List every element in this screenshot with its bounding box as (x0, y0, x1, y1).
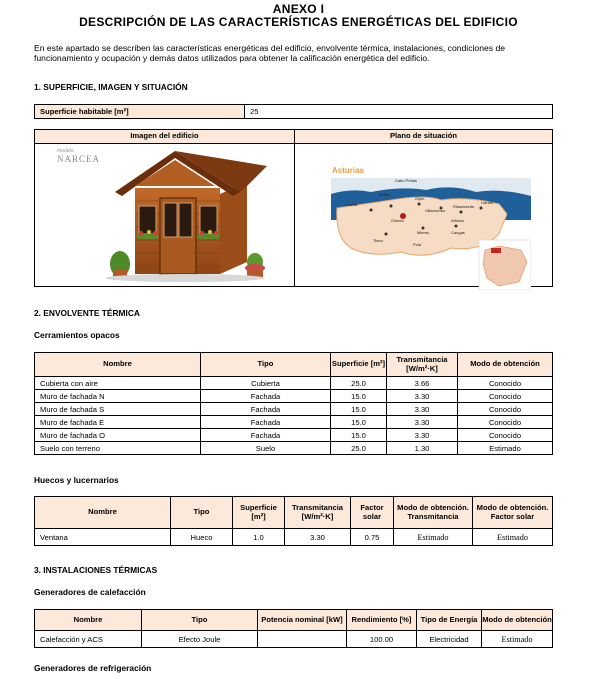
svg-text:Avilés: Avilés (379, 192, 390, 197)
cell-power (258, 631, 347, 648)
annex-title: ANEXO I (272, 2, 325, 16)
opaque-heading: Cerramientos opacos (34, 330, 120, 340)
cell-transmittance: 3.30 (387, 403, 458, 416)
image-header: Imagen del edificio (35, 130, 295, 144)
section2-heading: 2. ENVOLVENTE TÉRMICA (34, 308, 140, 318)
cell-type: Fachada (201, 416, 331, 429)
area-label: Superficie habitable [m²] (35, 105, 245, 119)
svg-text:Luarca: Luarca (345, 202, 358, 207)
cell-transmittance: 3.66 (387, 377, 458, 390)
cell-area: 25.0 (331, 377, 387, 390)
heating-heading: Generadores de calefacción (34, 587, 146, 597)
location-map-cell (295, 144, 553, 287)
svg-text:Cabo Peñas: Cabo Peñas (395, 178, 418, 183)
svg-text:Infiesto: Infiesto (451, 218, 464, 223)
svg-text:Villaviciosa: Villaviciosa (425, 208, 445, 213)
brand-name: NARCEA (57, 154, 101, 164)
building-image-cell (35, 144, 295, 287)
cell-area: 15.0 (331, 403, 387, 416)
heating-header-energy: Tipo de Energía (417, 610, 482, 631)
cell-mode: Conocido (458, 403, 553, 416)
cell-name: Muro de fachada N (35, 390, 201, 403)
holes-header-solar: Factor solar (351, 497, 394, 529)
document-title: DESCRIPCIÓN DE LAS CARACTERÍSTICAS ENERGÉTICAS DEL EDIFICIO (79, 15, 518, 29)
holes-heading: Huecos y lucernarios (34, 475, 119, 485)
map-title: Asturias (332, 166, 365, 175)
table-row (35, 377, 553, 390)
cell-name: Cubierta con aire (35, 377, 201, 390)
svg-text:Llanes: Llanes (481, 200, 493, 205)
opaque-header-type: Tipo (201, 353, 331, 377)
cell-transmittance: 3.30 (387, 429, 458, 442)
holes-header-type: Tipo (171, 497, 233, 529)
cell-mode: Estimado (482, 631, 553, 648)
section1-heading: 1. SUPERFICIE, IMAGEN Y SITUACIÓN (34, 82, 188, 92)
heating-header-power: Potencia nominal [kW] (258, 610, 347, 631)
svg-text:Pola: Pola (413, 242, 422, 247)
holes-header-area: Superficie [m²] (233, 497, 285, 529)
holes-header-mode-solar: Modo de obtención. Factor solar (473, 497, 553, 529)
holes-header-transmittance: Transmitancia [W/m²·K] (285, 497, 351, 529)
cell-mode: Estimado (458, 442, 553, 455)
plan-header: Plano de situación (295, 130, 553, 144)
cell-solar: 0.75 (351, 529, 394, 546)
table-row (35, 390, 553, 403)
table-row (35, 442, 553, 455)
table-row (35, 416, 553, 429)
svg-text:Mieres: Mieres (417, 230, 430, 235)
opaque-header-mode: Modo de obtención (458, 353, 553, 377)
cell-mode: Conocido (458, 377, 553, 390)
cell-type: Fachada (201, 429, 331, 442)
section3-heading: 3. INSTALACIONES TÉRMICAS (34, 565, 158, 575)
cell-type: Cubierta (201, 377, 331, 390)
cell-name: Suelo con terreno (35, 442, 201, 455)
cell-transmittance: 3.30 (387, 416, 458, 429)
intro-paragraph: En este apartado se describen las características energéticas del edificio, envolvente térmica, instalaciones, condiciones de funcionamiento y ocupación y demás datos utilizados para obtener la calificación energética del edificio. (34, 43, 506, 63)
cell-mode-transmittance: Estimado (394, 529, 473, 546)
cell-mode-solar: Estimado (473, 529, 553, 546)
svg-text:Ribadesella: Ribadesella (453, 204, 474, 209)
area-value: 25 (245, 105, 553, 119)
cell-area: 15.0 (331, 429, 387, 442)
cabin-image (75, 146, 275, 286)
table-row (35, 403, 553, 416)
cell-mode: Conocido (458, 416, 553, 429)
cooling-heading: Generadores de refrigeración (34, 663, 152, 673)
opaque-header-name: Nombre (35, 353, 201, 377)
svg-text:Tineo: Tineo (373, 238, 383, 243)
cell-area: 25.0 (331, 442, 387, 455)
cell-transmittance: 1.30 (387, 442, 458, 455)
heating-header-mode: Modo de obtención (482, 610, 553, 631)
cell-type: Fachada (201, 390, 331, 403)
image-plan-table (34, 129, 553, 287)
cell-name: Muro de fachada E (35, 416, 201, 429)
cell-energy: Electricidad (417, 631, 482, 648)
opaque-table (34, 352, 553, 455)
cell-area: 15.0 (331, 390, 387, 403)
cell-name: Muro de fachada O (35, 429, 201, 442)
opaque-header-transmittance: Transmitancia [W/m²·K] (387, 353, 458, 377)
cell-mode: Conocido (458, 429, 553, 442)
location-map (331, 178, 531, 290)
table-row (35, 429, 553, 442)
svg-text:Cangas: Cangas (451, 230, 465, 235)
holes-table (34, 496, 553, 546)
heating-header-type: Tipo (142, 610, 258, 631)
cell-mode: Conocido (458, 390, 553, 403)
svg-text:Oviedo: Oviedo (391, 218, 404, 223)
cell-name: Muro de fachada S (35, 403, 201, 416)
heating-header-efficiency: Rendimiento [%] (347, 610, 417, 631)
table-row (35, 631, 553, 648)
cell-type: Fachada (201, 403, 331, 416)
area-table (34, 104, 553, 119)
cell-area: 1.0 (233, 529, 285, 546)
holes-header-name: Nombre (35, 497, 171, 529)
cell-type: Hueco (171, 529, 233, 546)
opaque-header-area: Superficie [m²] (331, 353, 387, 377)
cell-type: Suelo (201, 442, 331, 455)
heating-table (34, 609, 553, 648)
cell-type: Efecto Joule (142, 631, 258, 648)
cell-area: 15.0 (331, 416, 387, 429)
cell-transmittance: 3.30 (285, 529, 351, 546)
cell-efficiency: 100.00 (347, 631, 417, 648)
cell-transmittance: 3.30 (387, 390, 458, 403)
table-row (35, 529, 553, 546)
holes-header-mode-transmittance: Modo de obtención. Transmitancia (394, 497, 473, 529)
cell-name: Ventana (35, 529, 171, 546)
svg-text:Gijón: Gijón (415, 196, 425, 201)
heating-header-name: Nombre (35, 610, 142, 631)
brand-small: modelo (57, 148, 74, 154)
cell-name: Calefacción y ACS (35, 631, 142, 648)
